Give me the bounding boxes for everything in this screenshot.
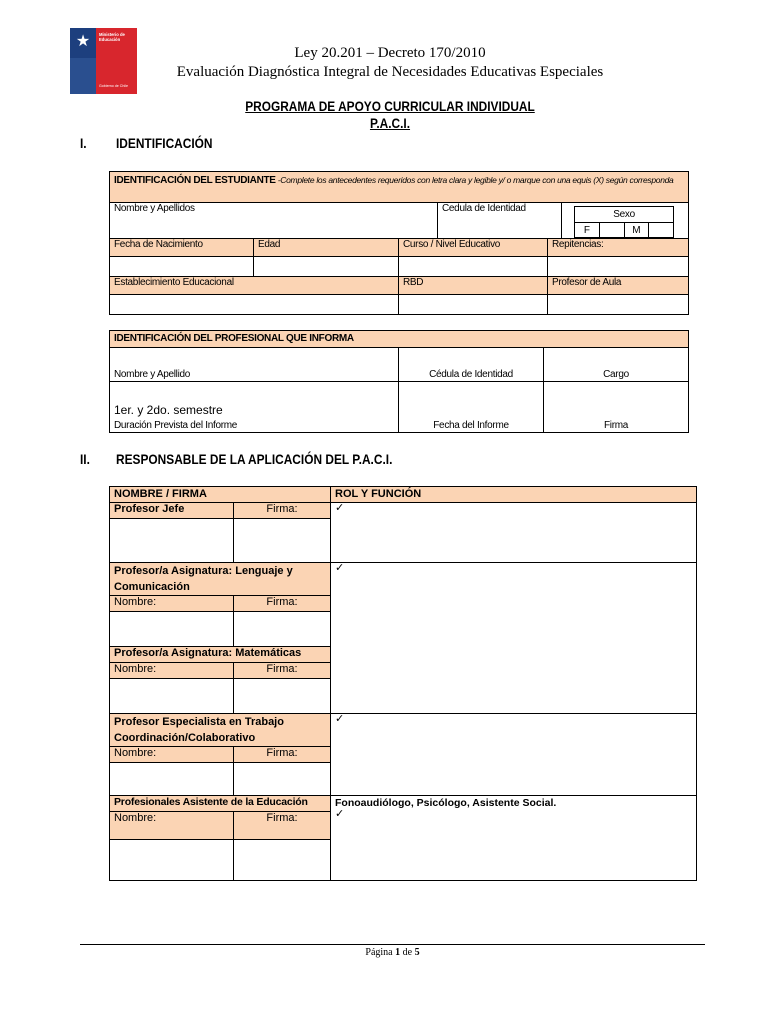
sex-m-checkbox[interactable] bbox=[649, 223, 673, 238]
section-1-number: I. bbox=[80, 135, 87, 151]
class-teacher-field[interactable] bbox=[548, 295, 689, 315]
professional-heading: IDENTIFICACIÓN DEL PROFESIONAL QUE INFORMA bbox=[110, 331, 689, 348]
age-field[interactable] bbox=[254, 257, 399, 277]
lenguaje-sign-field[interactable] bbox=[234, 612, 331, 647]
duration-field[interactable]: 1er. y 2do. semestre Duración Prevista del Informe bbox=[110, 382, 399, 433]
lenguaje-name-field[interactable] bbox=[110, 612, 234, 647]
student-table: IDENTIFICACIÓN DEL ESTUDIANTE -Complete los antecedentes requeridos con letra clara y legible y/ o marque con una equis (X) según corresponda Nombre y Apellidos Cedula de Identidad Sexo F M Fecha de Nacimiento Edad Curso / Nivel Educativo Repitencias: Establecimiento Educacional RBD Profesor de Aula bbox=[109, 171, 689, 315]
assistants-role-field[interactable]: Fonoaudiólogo, Psicólogo, Asistente Social. ✓ bbox=[331, 796, 697, 881]
matematicas-sign-field[interactable] bbox=[234, 679, 331, 714]
ministry-logo: ★ Ministerio de Educación Gobierno de Chile bbox=[70, 28, 137, 94]
footer-divider bbox=[80, 944, 705, 945]
professional-role-field[interactable]: Cargo bbox=[544, 348, 689, 382]
assistants-name-field[interactable] bbox=[110, 840, 234, 881]
matematicas-name-field[interactable] bbox=[110, 679, 234, 714]
section-2-number: II. bbox=[80, 451, 90, 467]
rbd-field[interactable] bbox=[399, 295, 548, 315]
jefe-role-field[interactable]: ✓ bbox=[331, 503, 697, 563]
section-2-title: RESPONSABLE DE LA APLICACIÓN DEL P.A.C.I. bbox=[116, 451, 393, 467]
evaluation-header: Evaluación Diagnóstica Integral de Necesidades Educativas Especiales bbox=[176, 64, 604, 80]
professional-id-field[interactable]: Cédula de Identidad bbox=[399, 348, 544, 382]
report-date-field[interactable]: Fecha del Informe bbox=[399, 382, 544, 433]
signature-field[interactable]: Firma bbox=[544, 382, 689, 433]
jefe-name-field[interactable] bbox=[110, 519, 234, 563]
law-header: Ley 20.201 – Decreto 170/2010 bbox=[294, 45, 486, 61]
responsible-table: NOMBRE / FIRMA ROL Y FUNCIÓN Profesor Jefe Firma: ✓ Profesor/a Asignatura: Lenguaje y Comunicación ✓ Nombre: Firma: Profesor/a Asignatura: Matemáticas Nombre: Firma: Profesor Especialista en Trabajo Coordinación/Colaborativo ✓ Nombre: Firma: Profesionales Asistente de la Educación Fonoaudiólogo, Psicólogo, Asistente Social. ✓ Nombre: Firma: bbox=[109, 486, 697, 881]
student-heading: IDENTIFICACIÓN DEL ESTUDIANTE -Complete los antecedentes requeridos con letra clara y legible y/ o marque con una equis (X) según corresponda bbox=[110, 172, 689, 203]
course-field[interactable] bbox=[399, 257, 548, 277]
page-number: Página 1 de 5 bbox=[365, 947, 420, 958]
professional-name-field[interactable]: Nombre y Apellido bbox=[110, 348, 399, 382]
document-title: PROGRAMA DE APOYO CURRICULAR INDIVIDUAL bbox=[245, 99, 535, 114]
sex-field: Sexo F M bbox=[562, 203, 689, 239]
subject-role-field[interactable]: ✓ bbox=[331, 563, 697, 714]
section-1-title: IDENTIFICACIÓN bbox=[116, 135, 213, 151]
student-name-field[interactable]: Nombre y Apellidos bbox=[110, 203, 438, 239]
specialist-sign-field[interactable] bbox=[234, 763, 331, 796]
student-id-field[interactable]: Cedula de Identidad bbox=[438, 203, 562, 239]
star-icon: ★ bbox=[75, 33, 91, 50]
school-field[interactable] bbox=[110, 295, 399, 315]
jefe-sign-field[interactable] bbox=[234, 519, 331, 563]
specialist-role-field[interactable]: ✓ bbox=[331, 714, 697, 796]
sex-f-checkbox[interactable] bbox=[600, 223, 625, 238]
professional-table bbox=[109, 330, 689, 433]
document-subtitle: P.A.C.I. bbox=[369, 116, 411, 131]
specialist-name-field[interactable] bbox=[110, 763, 234, 796]
assistants-sign-field[interactable] bbox=[234, 840, 331, 881]
birth-date-field[interactable] bbox=[110, 257, 254, 277]
repeat-field[interactable] bbox=[548, 257, 689, 277]
